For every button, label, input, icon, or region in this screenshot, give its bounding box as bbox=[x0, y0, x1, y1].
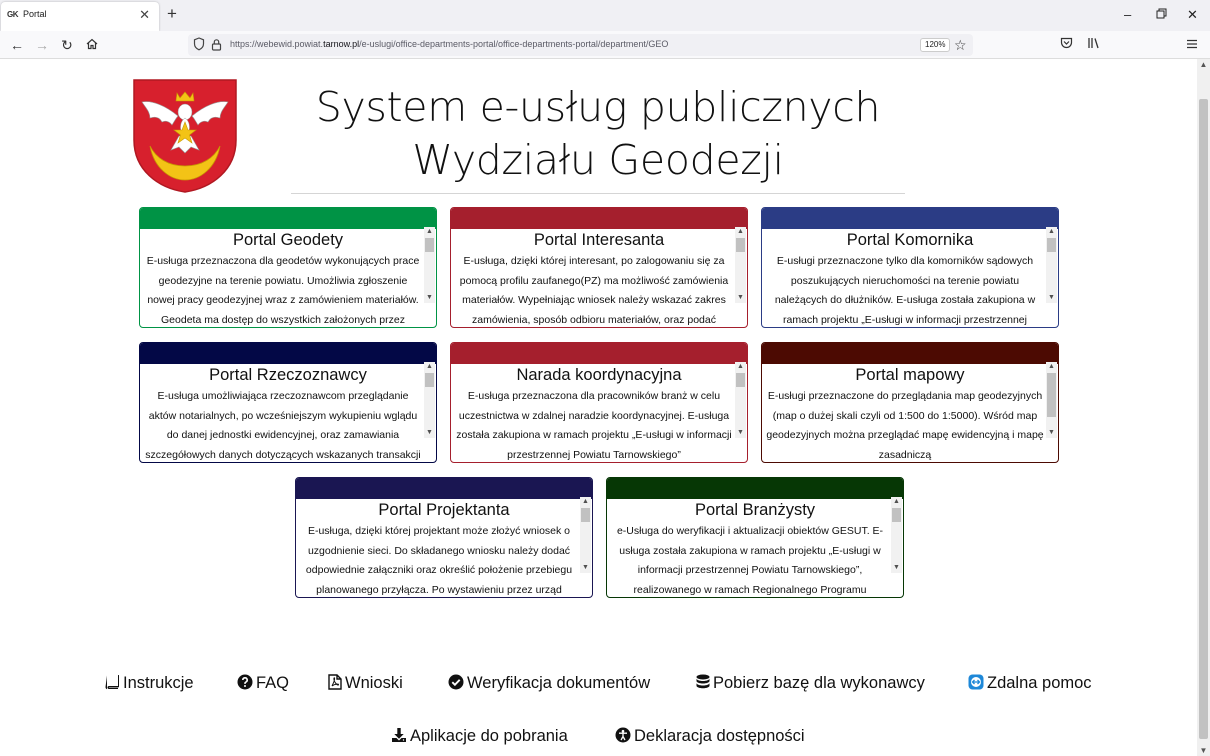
card-header-band bbox=[451, 343, 747, 364]
footer-link-aplikacje[interactable]: Aplikacje do pobrania bbox=[391, 726, 568, 748]
window-close-icon[interactable]: ✕ bbox=[1187, 7, 1198, 22]
home-icon[interactable] bbox=[83, 36, 101, 54]
back-icon[interactable]: ← bbox=[10, 37, 24, 53]
card-title[interactable]: Narada koordynacyjna bbox=[516, 366, 682, 384]
card-title[interactable]: Portal Projektanta bbox=[378, 501, 510, 519]
star-icon[interactable]: ☆ bbox=[954, 37, 967, 53]
card-portal-interesanta[interactable] bbox=[450, 207, 748, 328]
restore-icon[interactable] bbox=[1156, 7, 1167, 23]
forward-icon[interactable]: → bbox=[35, 37, 49, 53]
card-portal-geodety[interactable] bbox=[139, 207, 437, 328]
card-description: E-usługa, dzięki której interesant, po zalogowaniu się za pomocą profilu zaufanego(PZ) ma możliwość zamówienia materiałów. Wypełniając wniosek należy wskazać zakres zamówienia, sposób odbioru materiałów, oraz podać bbox=[459, 255, 729, 326]
card-header-band bbox=[762, 208, 1058, 229]
card-portal-komornika[interactable] bbox=[761, 207, 1059, 328]
card-description-box[interactable] bbox=[451, 250, 747, 328]
database-icon bbox=[696, 674, 710, 695]
card-description-box[interactable] bbox=[140, 385, 436, 463]
footer-link-zdalna-pomoc[interactable]: Zdalna pomoc bbox=[968, 673, 1092, 695]
reload-icon[interactable]: ↻ bbox=[61, 37, 73, 53]
card-scrollbar[interactable]: ▲ ▼ bbox=[891, 497, 902, 573]
title-divider bbox=[291, 193, 905, 194]
card-title[interactable]: Portal Komornika bbox=[846, 231, 974, 249]
footer-link-instrukcje[interactable]: Instrukcje bbox=[104, 673, 194, 695]
card-title[interactable]: Portal Geodety bbox=[232, 231, 344, 249]
tab-close-icon[interactable]: ✕ bbox=[139, 7, 150, 22]
scrollbar-thumb[interactable] bbox=[1199, 99, 1208, 739]
card-portal-mapowy[interactable] bbox=[761, 342, 1059, 463]
footer-link-weryfikacja[interactable]: Weryfikacja dokumentów bbox=[448, 673, 650, 695]
minimize-icon[interactable]: – bbox=[1124, 7, 1132, 22]
download-icon bbox=[391, 727, 407, 748]
card-header-band bbox=[607, 478, 903, 499]
card-header-band bbox=[140, 208, 436, 229]
card-scrollbar[interactable]: ▲ ▼ bbox=[580, 497, 591, 573]
card-description-box[interactable] bbox=[762, 250, 1058, 328]
hamburger-menu-icon[interactable] bbox=[1186, 36, 1198, 54]
browser-tab-bar bbox=[0, 0, 1210, 31]
check-circle-icon bbox=[448, 674, 464, 695]
library-icon[interactable] bbox=[1087, 36, 1100, 54]
card-description: e-Usługa do weryfikacji i aktualizacji obiektów GESUT. E-usługa została zakupiona w ramach projektu „E-usługi w informacji przestrzennej Powiatu Tarnowskiego”, realizowanego w ramach Regionalnego Programu bbox=[616, 525, 884, 596]
footer-link-deklaracja[interactable]: Deklaracja dostępności bbox=[615, 726, 805, 748]
card-scrollbar[interactable]: ▲ ▼ bbox=[1046, 362, 1057, 438]
remote-help-icon bbox=[968, 674, 984, 695]
card-description-box[interactable] bbox=[451, 385, 747, 463]
footer-link-faq[interactable]: FAQ bbox=[237, 673, 289, 695]
page-content bbox=[0, 59, 1197, 756]
scroll-down-icon[interactable]: ▼ bbox=[1199, 746, 1208, 755]
address-bar[interactable] bbox=[188, 34, 973, 56]
page-scrollbar[interactable] bbox=[1197, 59, 1210, 756]
pdf-file-icon bbox=[328, 674, 342, 695]
tab-title: Portal bbox=[23, 9, 47, 19]
footer-link-wnioski[interactable]: Wnioski bbox=[328, 673, 403, 695]
card-description: E-usługi przeznaczone tylko dla komorników sądowych poszukujących nieruchomości na terenie powiatu należących do dłużników. E-usługa została zakupiona w ramach projektu „E-usługi w informacji przestrzennej bbox=[774, 255, 1036, 326]
question-circle-icon bbox=[237, 674, 253, 695]
card-header-band bbox=[762, 343, 1058, 364]
card-title[interactable]: Portal mapowy bbox=[855, 366, 965, 384]
card-title[interactable]: Portal Rzeczoznawcy bbox=[209, 366, 367, 384]
card-scrollbar[interactable]: ▲ ▼ bbox=[424, 227, 435, 303]
card-portal-projektanta[interactable] bbox=[295, 477, 593, 598]
card-title[interactable]: Portal Interesanta bbox=[533, 231, 665, 249]
card-header-band bbox=[296, 478, 592, 499]
tarnow-coat-of-arms-logo bbox=[132, 78, 238, 194]
card-header-band bbox=[140, 343, 436, 364]
browser-toolbar bbox=[0, 31, 1210, 59]
card-scrollbar[interactable]: ▲ ▼ bbox=[424, 362, 435, 438]
scroll-up-icon[interactable]: ▲ bbox=[1199, 60, 1208, 69]
card-scrollbar[interactable]: ▲ ▼ bbox=[1046, 227, 1057, 303]
card-header-band bbox=[451, 208, 747, 229]
card-description-box[interactable] bbox=[762, 385, 1058, 463]
site-favicon-icon: GK bbox=[7, 10, 18, 19]
card-narada-koordynacyjna[interactable] bbox=[450, 342, 748, 463]
lock-icon[interactable] bbox=[211, 38, 222, 56]
card-scrollbar[interactable]: ▲ ▼ bbox=[735, 362, 746, 438]
tracking-shield-icon[interactable] bbox=[193, 37, 205, 56]
accessibility-icon bbox=[615, 727, 631, 748]
browser-tab[interactable] bbox=[1, 2, 159, 31]
card-description: E-usługa, dzięki której projektant może złożyć wniosek o uzgodnienie sieci. Do składanego wniosku należy dodać odpowiednie załączniki oraz określić położenie przebiegu planowanego przyłącza. Po wystawieniu przez urząd bbox=[305, 525, 573, 596]
card-description-box[interactable] bbox=[140, 250, 436, 328]
card-description: E-usługa umożliwiająca rzeczoznawcom przeglądanie aktów notarialnych, po wcześniejszym wykupieniu wglądu do danej jednostki ewidencyjnej, oraz zamawiania szczegółowych danych dotyczących wskazanych transakcji bbox=[145, 390, 421, 461]
new-tab-icon[interactable]: + bbox=[167, 4, 177, 23]
card-description: E-usługa przeznaczona dla pracowników branż w celu uczestnictwa w zdalnej naradzie koordynacyjnej. E-usługa została zakupiona w ramach projektu „E-usługi w informacji przestrzennej Powiatu Tarnowskiego” bbox=[456, 390, 732, 461]
card-title[interactable]: Portal Branżysty bbox=[694, 501, 816, 519]
url-text[interactable]: https://webewid.powiat.tarnow.pl/e-uslugi/office-departments-portal/office-departments-portal/department/GEO bbox=[230, 39, 669, 49]
pocket-icon[interactable] bbox=[1060, 36, 1073, 54]
zoom-level[interactable]: 120% bbox=[920, 38, 950, 52]
card-portal-rzeczoznawcy[interactable] bbox=[139, 342, 437, 463]
footer-link-pobierz-baze[interactable]: Pobierz bazę dla wykonawcy bbox=[696, 673, 925, 695]
card-description: E-usługi przeznaczone do przeglądania map geodezyjnych (map o dużej skali czyli od 1:500 do 1:5000). Wśród map geodezyjnych można przeglądać mapę ewidencyjną i mapę zasadniczą bbox=[766, 390, 1044, 461]
card-scrollbar[interactable]: ▲ ▼ bbox=[735, 227, 746, 303]
book-icon bbox=[104, 674, 120, 695]
page-title: System e-usług publicznych Wydziału Geodezji bbox=[315, 83, 881, 184]
card-description-box[interactable] bbox=[296, 520, 592, 598]
card-description: E-usługa przeznaczona dla geodetów wykonujących prace geodezyjne na terenie powiatu. Umożliwia zgłoszenie nowej pracy geodezyjnej wraz z zamówieniem materiałów. Geodeta ma dostęp do wszystkich założonych przez bbox=[146, 255, 420, 326]
card-description-box[interactable] bbox=[607, 520, 903, 598]
card-portal-branzysty[interactable] bbox=[606, 477, 904, 598]
